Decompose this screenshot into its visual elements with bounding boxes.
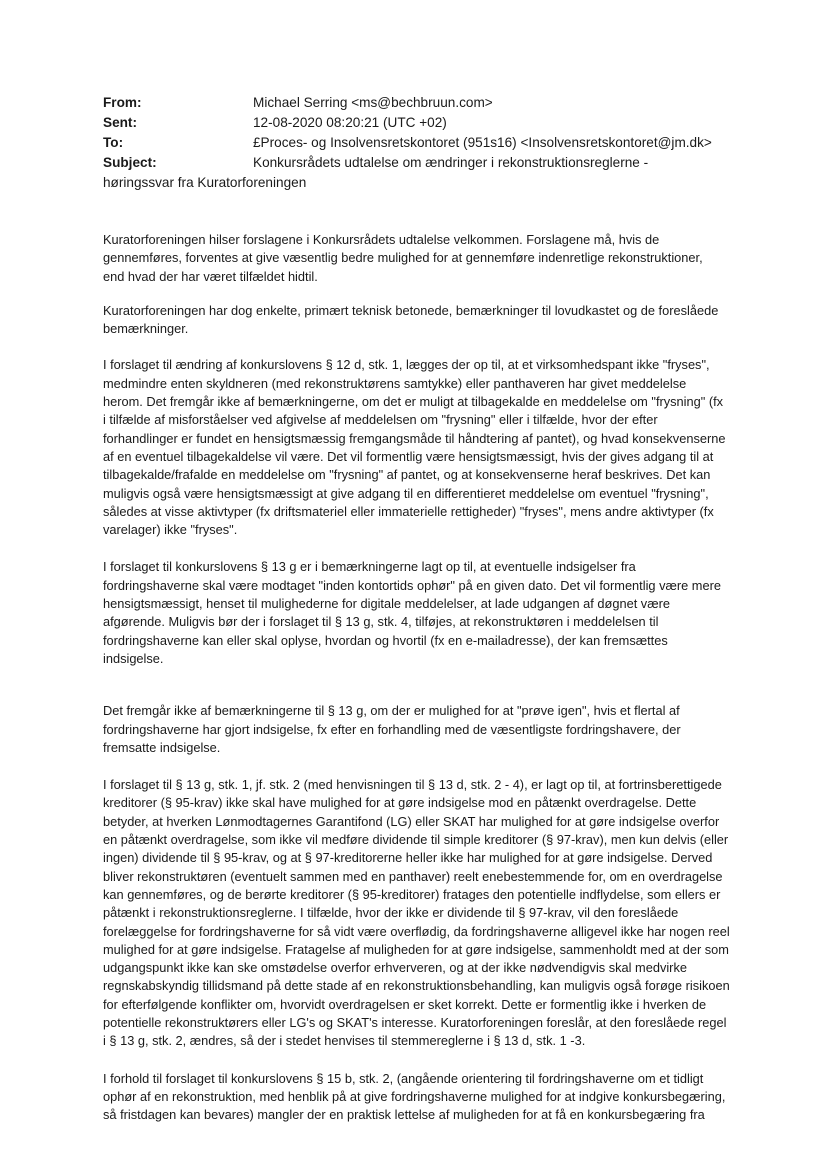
to-label: To:: [103, 135, 124, 150]
to-value: £Proces- og Insolvensretskontoret (951s16) <Insolvensretskontoret@jm.dk>: [253, 135, 712, 150]
from-row: [103, 93, 743, 113]
subject-value: Konkursrådets udtalelse om ændringer i rekonstruktionsreglerne -: [253, 155, 649, 170]
body-paragraph-5: Det fremgår ikke af bemærkningerne til § 13 g, om der er mulighed for at "prøve igen", hvis et flertal af fordringshaverne har gjort indsigelse, fx efter en forhandling med de væsentligste fordringshavere, der fremsatte indsigelse.: [103, 703, 681, 755]
email-header: [103, 93, 743, 193]
body-paragraph-7: I forhold til forslaget til konkurslovens § 15 b, stk. 2, (angående orientering til fordringshaverne om et tidligt ophør af en rekonstruktion, med henblik på at give fordringshaverne mulighed for at indgive konkursbegæring, så fristdagen kan bevares) mangler der en praktisk lettelse af muligheden for at få en konkursbegæring fra: [103, 1070, 726, 1123]
sent-row: [103, 113, 743, 133]
subject-continuation: høringssvar fra Kuratorforeningen: [103, 175, 307, 190]
from-label: From:: [103, 95, 142, 110]
from-value: Michael Serring <ms@bechbruun.com>: [253, 95, 493, 110]
sent-label: Sent:: [103, 115, 137, 130]
body-paragraph-2: Kuratorforeningen har dog enkelte, primært teknisk betonede, bemærkninger til lovudkastet og de foreslåede bemærkninger.: [103, 302, 719, 337]
body-paragraph-3: I forslaget til ændring af konkurslovens § 12 d, stk. 1, lægges der op til, at et virksomhedspant ikke "fryses", medmindre enten skyldneren (med rekonstruktørens samtykke) eller panthaveren har givet meddelelse herom. Det fremgår ikke af bemærkningerne, om det er muligt at tilbagekalde en meddelelse om "frysning" (fx i tilfælde af misforståelser ved afgivelse af meddelelsen om "frysning" eller i tilfælde, hvor der efter forhandlinger er fundet en hensigtsmæssig fremgangsmåde til håndtering af pantet), og hvad konsekvenserne af en eventuel tilbagekaldelse vil være. Det vil formentlig være hensigtsmæssigt, hvis der gives adgang til at tilbagekalde/frafalde en meddelelse om "frysning" af pantet, og at konsekvenserne heraf beskrives. Det kan muligvis også være hensigtsmæssigt at give adgang til en differentieret meddelelse om eventuel "frysning", således at visse aktivtyper (fx driftsmateriel eller immaterielle rettigheder) "fryses", mens andre aktivtyper (fx varelager) ikke "fryses".: [103, 357, 726, 538]
email-body: [103, 231, 731, 1124]
subject-label: Subject:: [103, 155, 157, 170]
body-paragraph-1: Kuratorforeningen hilser forslagene i Konkursrådets udtalelse velkommen. Forslagene må, hvis de gennemføres, forventes at give væsentlig bedre mulighed for at gennemføre indenretlige rekonstruktioner, end hvad der har været tilfældet hidtil.: [103, 232, 703, 284]
subject-row: [103, 153, 743, 173]
body-paragraph-6: I forslaget til § 13 g, stk. 1, jf. stk. 2 (med henvisningen til § 13 d, stk. 2 - 4), er lagt op til, at fortrinsberettigede kreditorer (§ 95-krav) ikke skal have mulighed for at gøre indsigelse mod en påtænkt overdragelse. Dette betyder, at hverken Lønmodtagernes Garantifond (LG) eller SKAT har mulighed for at gøre indsigelse overfor en påtænkt overdragelse, som ikke vil medføre dividende til simple kreditorer (§ 97-krav), men kun delvis (eller ingen) dividende til § 95-krav, og at § 97-kreditorerne heller ikke har mulighed for at gøre indsigelse. Derved bliver rekonstruktøren (eventuelt sammen med en panthaver) reelt enebestemmende for, om en overdragelse kan gennemføres, og de berørte kreditorer (§ 95-kreditorer) fratages den potentielle indflydelse, som ellers er påtænkt i rekonstruktionsreglerne. I tilfælde, hvor der ikke er dividende til § 97-krav, vil den foreslåede forelæggelse for fordringshaverne for så vidt være overflødig, da fordringshaverne alligevel ikke har nogen reel mulighed for at gøre indsigelse. Fratagelse af muligheden for at gøre indsigelse, sammenholdt med at der som udgangspunkt ikke kan ske omstødelse overfor erhververen, og at der ikke nødvendigvis skal medvirke regnskabskyndig tillidsmand på dette stade af en rekonstruktionsbehandling, kan muligvis også forøge risikoen for efterfølgende konflikter om, hvorvidt overdragelsen er sket korrekt. Dette er formentlig ikke i hverken de potentielle rekonstruktørers eller LG's og SKAT's interesse. Kuratorforeningen foreslår, at den foreslåede regel i § 13 g, stk. 2, ændres, så der i stedet henvises til stemmereglerne i § 13 d, stk. 1 -3.: [103, 777, 730, 1049]
body-paragraph-4: I forslaget til konkurslovens § 13 g er i bemærkningerne lagt op til, at eventuelle indsigelser fra fordringshaverne skal være modtaget "inden kontortids ophør" på en given dato. Det vil formentlig være mere hensigtsmæssigt, henset til mulighederne for digitale meddelelser, at lade udgangen af døgnet være afgørende. Muligvis bør der i forslaget til § 13 g, stk. 4, tilføjes, at rekonstruktøren i meddelelsen til fordringshaverne kan eller skal oplyse, hvordan og hvortil (fx en e-mailadresse), der kan fremsættes indsigelse.: [103, 559, 721, 666]
sent-value: 12-08-2020 08:20:21 (UTC +02): [253, 115, 447, 130]
to-row: [103, 133, 743, 153]
